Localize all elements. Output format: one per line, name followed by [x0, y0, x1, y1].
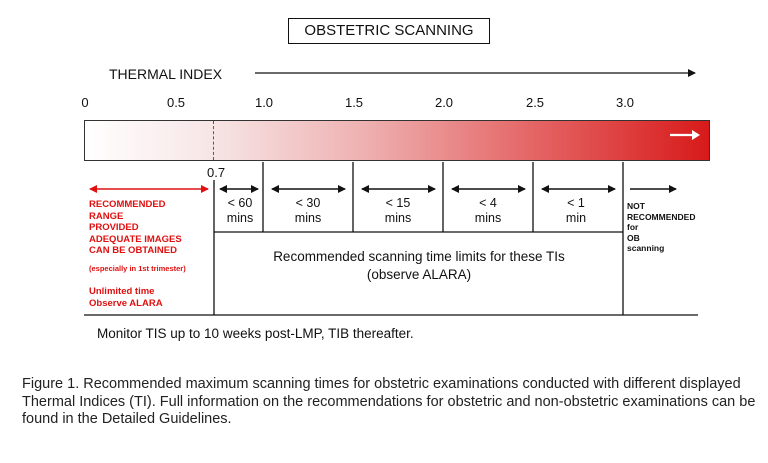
tick-3-0: 3.0	[615, 95, 635, 110]
not-recommended-text: NOT RECOMMENDED for OB scanning	[627, 201, 696, 253]
time-limit-1: < 1 min	[565, 196, 587, 225]
tick-1-0: 1.0	[254, 95, 274, 110]
tick-0: 0	[81, 95, 89, 110]
time-limit-15: < 15 mins	[384, 196, 412, 225]
marker-0-7-label: 0.7	[207, 165, 226, 180]
tick-0-5: 0.5	[166, 95, 186, 110]
time-limit-4: < 4 mins	[474, 196, 502, 225]
tick-2-0: 2.0	[434, 95, 454, 110]
time-limit-30: < 30 mins	[294, 196, 322, 225]
monitor-note: Monitor TIS up to 10 weeks post-LMP, TIB thereafter.	[97, 326, 414, 341]
figure-caption: Figure 1. Recommended maximum scanning times for obstetric examinations conducted with different displayed Thermal Indices (TI). Full information on the recommendations for obstetric and non-obstetric examinations can be found in the Detailed Guidelines.	[22, 376, 756, 427]
recommended-range-text: RECOMMENDED RANGE PROVIDED ADEQUATE IMAGES CAN BE OBTAINED	[89, 199, 182, 256]
recommended-range-note: (especially in 1st trimester)	[89, 264, 186, 273]
diagram-title: OBSTETRIC SCANNING	[288, 18, 490, 44]
thermal-index-label: THERMAL INDEX	[109, 66, 223, 82]
recommended-limits-text: Recommended scanning time limits for these TIs (observe ALARA)	[273, 249, 565, 282]
tick-2-5: 2.5	[525, 95, 545, 110]
tick-1-5: 1.5	[344, 95, 364, 110]
time-limit-60: < 60 mins	[226, 196, 254, 225]
unlimited-time-text: Unlimited time Observe ALARA	[89, 286, 163, 309]
